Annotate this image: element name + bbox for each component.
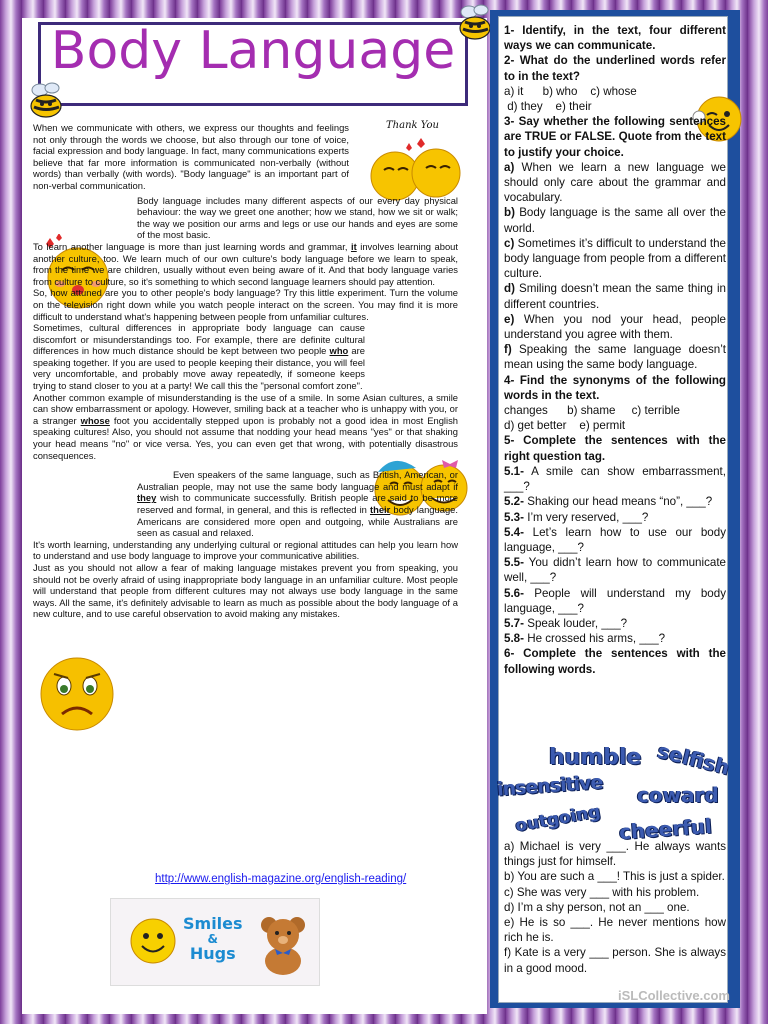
underlined-word: who bbox=[329, 345, 349, 357]
item-key: 5.6- bbox=[504, 586, 524, 600]
word-outgoing: outgoing bbox=[513, 801, 602, 837]
paragraph: Just as you should not allow a fear of making language mistakes prevent you from speaking, you should not be overly afraid of using inappropriate body language in an unfamiliar culture. Most people will understand that people from different cultures may not always use body language in the same ways. All the same, it's definitely advisable to learn as much as possible about the body language of a new culture, and to use careful observation to avoid making any mistakes. bbox=[33, 561, 458, 620]
underlined-word: it bbox=[351, 240, 357, 252]
text-run: foot you accidentally stepped upon is probably not a good idea in most English speaking cultures! Also, you should not assume that nodding your head means "yes" or that shaking your head means "no" or vice versa. Yes, you can even get that wrong, with potentially disastrous consequences. bbox=[33, 414, 458, 461]
tag-item bbox=[504, 494, 726, 509]
underlined-word: their bbox=[369, 504, 391, 515]
text-run: involves learning about another culture, too. We learn much of our own culture's body language before we learn to speak, from the time we are children, usually without even being aware of it. And that body language varies from culture to culture, so it's something to which second language learners should pay attention. bbox=[33, 240, 459, 287]
questions-box bbox=[496, 16, 733, 1003]
text-run: wish to communicate successfully. British people are said to be more reserved and formal, in general, and this is reflected in bbox=[137, 492, 458, 515]
reading-text bbox=[33, 122, 458, 932]
underlined-word: they bbox=[137, 492, 157, 504]
item-key: b) bbox=[504, 206, 515, 220]
paragraph bbox=[33, 392, 458, 462]
paragraph: It's worth learning, understanding any underlying cultural or regional attitudes can help you learn how to understand and use body language to improve your communicative abilities. bbox=[33, 538, 458, 562]
item-key: a) bbox=[504, 160, 515, 174]
item-text: A smile can show embarrassment, ___? bbox=[504, 464, 726, 494]
question-1: 1- Identify, in the text, four different ways we can communicate. bbox=[504, 24, 726, 53]
tf-item bbox=[504, 342, 726, 372]
item-text: When you nod your head, people understand you agree with them. bbox=[504, 312, 726, 342]
tag-item bbox=[504, 586, 726, 616]
question-5: 5- Complete the sentences with the right question tag. bbox=[504, 434, 726, 463]
fill-item: e) He is so ___. He never mentions how rich he is. bbox=[504, 916, 726, 945]
paragraph: When we communicate with others, we express our thoughts and feelings not only through the words we choose, but also through our tone of voice, facial expression and body language. In fact, many communications experts believe that far more information is communicated non-verbally (without words) than verbally (with words). "Body language" is an important part of non-verbal communication. bbox=[33, 122, 349, 191]
item-key: 5.7- bbox=[504, 616, 524, 630]
question-2: 2- What do the underlined words refer to in the text? bbox=[504, 54, 726, 83]
item-text: You didn’t learn how to communicate well, ___? bbox=[504, 556, 726, 585]
paragraph: So, how attuned are you to other people's body language? Try this little experiment. Turn the volume on the television right down while you watch people interact on the screen. You may find it is more difficult to understand what's happening between people from unfamiliar cultures. bbox=[33, 287, 458, 322]
hugs-line: Smiles bbox=[183, 914, 243, 933]
question-4-options: d) get better e) permit bbox=[504, 419, 626, 433]
hugs-line: & bbox=[207, 932, 218, 946]
tag-item bbox=[504, 510, 726, 525]
question-2-options: d) they e) their bbox=[504, 100, 592, 114]
smiles-hugs-image bbox=[110, 898, 320, 986]
bee-icon bbox=[26, 80, 68, 120]
page-title: Body Language bbox=[50, 21, 456, 81]
item-key: 5.2- bbox=[504, 495, 524, 509]
thank-you-label: Thank You bbox=[386, 120, 439, 131]
word-humble: humble bbox=[549, 745, 642, 770]
question-4-options: changes b) shame c) terrible bbox=[504, 404, 680, 418]
question-2-options: a) it b) who c) whose bbox=[504, 84, 637, 98]
hugs-text bbox=[183, 915, 243, 963]
tf-item bbox=[504, 160, 726, 206]
paragraph bbox=[33, 241, 458, 287]
item-text: Sometimes it’s difficult to understand the body language from people from a different culture. bbox=[504, 236, 726, 281]
question-6: 6- Complete the sentences with the following words. bbox=[504, 647, 726, 676]
paragraph bbox=[137, 469, 458, 539]
questions-panel bbox=[490, 10, 740, 1008]
item-key: f) bbox=[504, 343, 512, 357]
question-4: 4- Find the synonyms of the following words in the text. bbox=[504, 373, 726, 402]
text-run: Even speakers of the same language, such as British, American, or Australian people, may not use the same body language and must adapt if bbox=[137, 469, 458, 492]
tag-item bbox=[504, 525, 726, 555]
tf-item bbox=[504, 205, 726, 235]
item-text: Smiling doesn’t mean the same thing in different countries. bbox=[504, 282, 727, 311]
tag-item bbox=[504, 631, 726, 646]
tag-item bbox=[504, 555, 726, 585]
item-text: People will understand my body language, ___? bbox=[504, 586, 726, 615]
paragraph: Body language includes many different aspects of our every day physical behaviour: the way we greet one another; how we stand, how we sit or walk; the way we position our arms and legs or use our hands and eyes are some of the most basic. bbox=[137, 194, 458, 241]
teddy-bear-icon bbox=[253, 913, 313, 975]
item-key: 5.4- bbox=[504, 525, 524, 539]
item-key: 5.3- bbox=[504, 510, 524, 524]
text-run: Sometimes, cultural differences in appropriate body language can cause discomfort or misunderstandings too. For example, there are definite cultural differences in how much distance should be kept between two people bbox=[33, 322, 365, 357]
item-key: e) bbox=[504, 312, 515, 326]
item-key: c) bbox=[504, 236, 515, 250]
underlined-word: whose bbox=[80, 414, 110, 426]
title-box bbox=[38, 22, 468, 106]
word-coward: coward bbox=[637, 783, 719, 807]
text-run: To learn another language is more than just learning words and grammar, bbox=[33, 240, 348, 252]
fill-item: a) Michael is very ___. He always wants things just for himself. bbox=[504, 840, 726, 869]
item-text: Let’s learn how to use our body language, ___? bbox=[504, 525, 726, 554]
item-key: d) bbox=[504, 282, 515, 296]
fill-item: c) She was very ___ with his problem. bbox=[504, 885, 700, 899]
text-run: are speaking together. If you are used to people keeping their distance, you will feel very uncomfortable, and probably move away repeatedly, if someone keeps trying to stand closer to you at a party! We call this the "personal comfort zone". bbox=[33, 345, 365, 392]
item-text: I’m very reserved, ___? bbox=[527, 510, 649, 524]
text-run: body language. Americans are considered more open and outgoing, while Australians are seen as casual and relaxed. bbox=[137, 504, 458, 539]
fill-item: b) You are such a ___! This is just a spider. bbox=[504, 870, 725, 884]
text-run: Another common example of misunderstanding is the use of a smile. In some Asian cultures, a smile can show embarrassment or apology. However, smiling back at a teacher who is unhappy with you, or a stranger bbox=[33, 391, 458, 426]
tag-item bbox=[504, 616, 726, 631]
item-key: 5.1- bbox=[504, 464, 524, 478]
fill-item: d) I’m a shy person, not an ___ one. bbox=[504, 900, 690, 914]
question-6-items bbox=[504, 839, 726, 976]
question-3: 3- Say whether the following sentences are TRUE or FALSE. Quote from the text to justify your choice. bbox=[504, 115, 726, 159]
questions-list bbox=[504, 23, 726, 677]
item-text: Speak louder, ___? bbox=[527, 616, 628, 630]
word-cloud bbox=[496, 738, 733, 845]
paragraph bbox=[33, 322, 365, 392]
item-key: 5.8- bbox=[504, 632, 524, 646]
fill-item: f) Kate is a very ___ person. She is always in a good mood. bbox=[504, 946, 726, 975]
item-text: Body language is the same all over the world. bbox=[504, 206, 726, 235]
watermark: iSLCollective.com bbox=[618, 988, 730, 1003]
word-selfish: selfish bbox=[655, 738, 733, 780]
word-insensitive: insensitive bbox=[496, 771, 604, 801]
item-text: Speaking the same language doesn’t mean using the same body language. bbox=[504, 343, 726, 372]
smiley-icon bbox=[123, 911, 183, 971]
tf-item bbox=[504, 312, 726, 342]
tf-item bbox=[504, 281, 726, 311]
tf-item bbox=[504, 236, 726, 282]
item-key: 5.5- bbox=[504, 556, 524, 570]
item-text: Shaking our head means “no”, ___? bbox=[527, 495, 713, 509]
hugs-line: Hugs bbox=[189, 944, 236, 963]
item-text: When we learn a new language we should only care about the grammar and vocabulary. bbox=[504, 160, 726, 205]
tag-item bbox=[504, 464, 726, 494]
word-cheerful: cheerful bbox=[618, 813, 713, 845]
source-link[interactable]: http://www.english-magazine.org/english-reading/ bbox=[155, 873, 407, 885]
item-text: He crossed his arms, ___? bbox=[527, 632, 666, 646]
